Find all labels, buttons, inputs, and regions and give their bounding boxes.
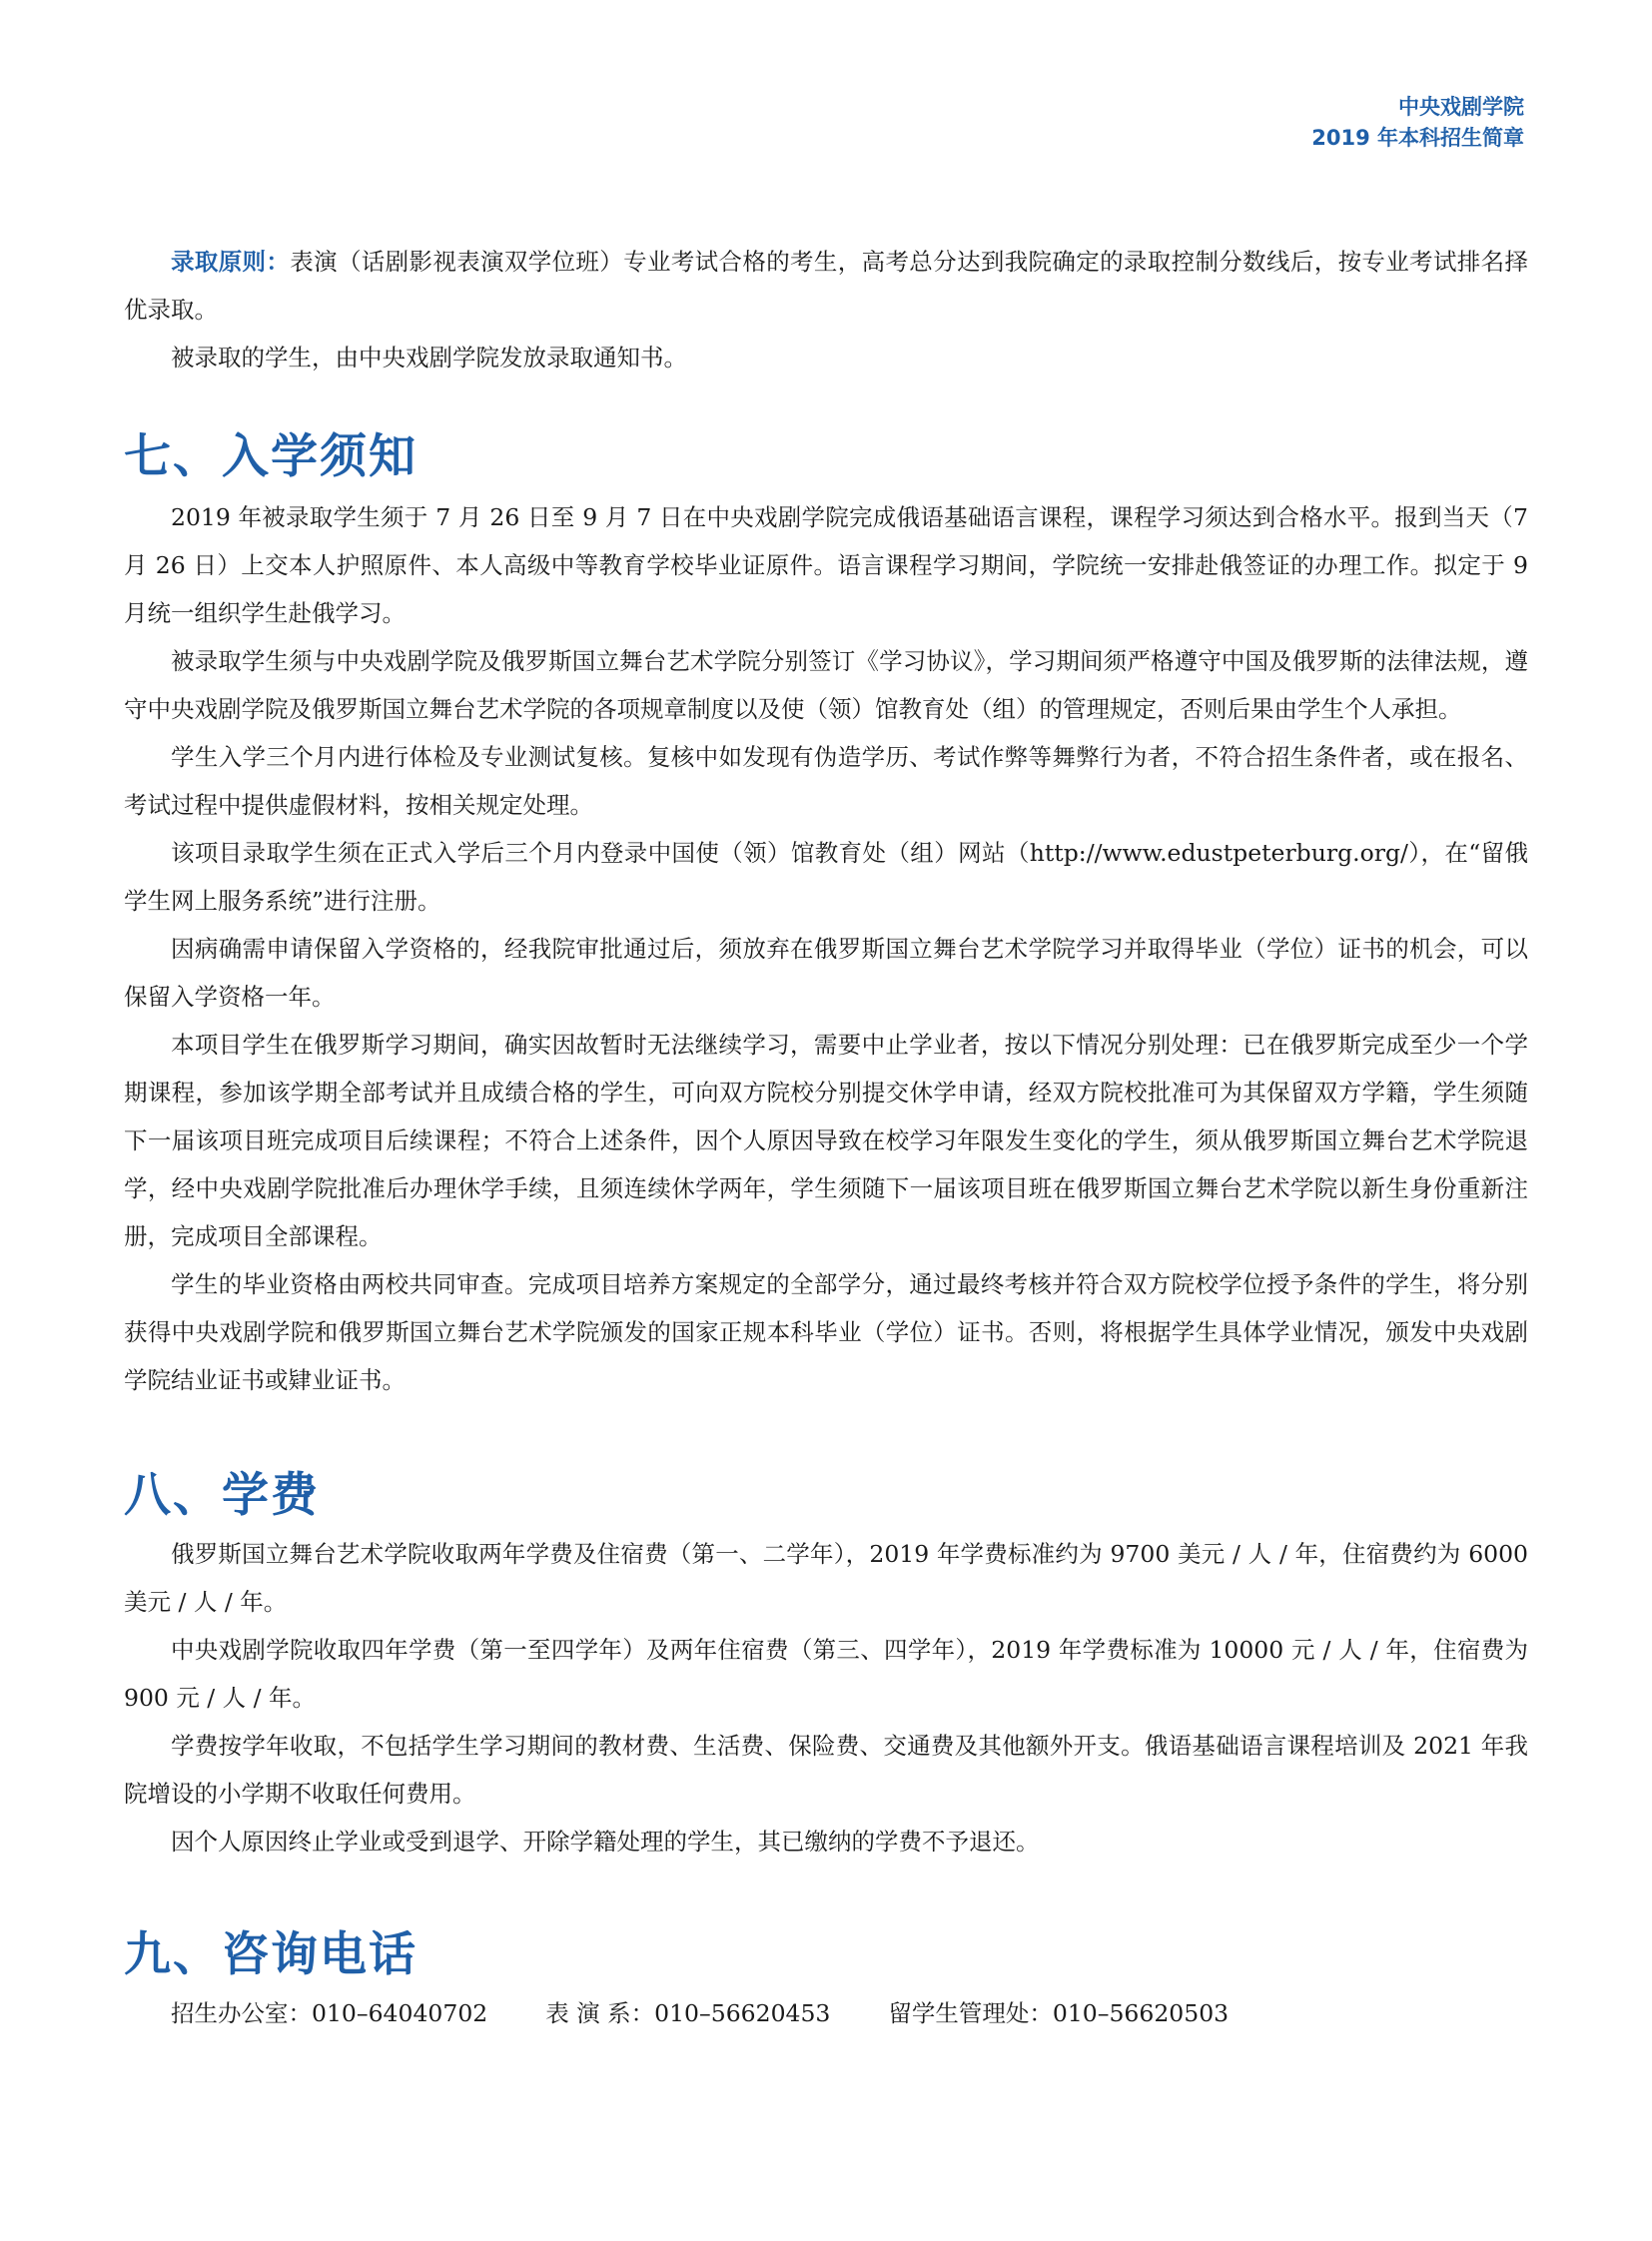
- contact-international-office: 留学生管理处：010–56620503: [888, 1999, 1230, 2027]
- header-school-name: 中央戏剧学院: [1398, 95, 1524, 119]
- section-7-paragraph: 本项目学生在俄罗斯学习期间，确实因故暂时无法继续学习，需要中止学业者，按以下情况分别处理：已在俄罗斯完成至少一个学期课程，参加该学期全部考试并且成绩合格的学生，可向双方院校分别提交休学申请，经双方院校批准可为其保留双方学籍，学生须随下一届该项目班完成项目后续课程；不符合上述条件，因个人原因导致在校学习年限发生变化的学生，须从俄罗斯国立舞台艺术学院退学，经中央戏剧学院批准后办理休学手续，且须连续休学两年，学生须随下一届该项目班在俄罗斯国立舞台艺术学院以新生身份重新注册，完成项目全部课程。: [124, 1031, 1528, 1250]
- contact-acting-department: 表 演 系：010–56620453: [545, 1999, 831, 2027]
- section-7-paragraph: 该项目录取学生须在正式入学后三个月内登录中国使（领）馆教育处（组）网站（http://www.edustpeterburg.org/），在“留俄学生网上服务系统”进行注册。: [124, 839, 1528, 915]
- section-7-paragraph: 学生的毕业资格由两校共同审查。完成项目培养方案规定的全部学分，通过最终考核并符合双方院校学位授予条件的学生，将分别获得中央戏剧学院和俄罗斯国立舞台艺术学院颁发的国家正规本科毕业（学位）证书。否则，将根据学生具体学业情况，颁发中央戏剧学院结业证书或肄业证书。: [124, 1270, 1528, 1394]
- section-7-paragraph: 被录取学生须与中央戏剧学院及俄罗斯国立舞台艺术学院分别签订《学习协议》，学习期间须严格遵守中国及俄罗斯的法律法规，遵守中央戏剧学院及俄罗斯国立舞台艺术学院的各项规章制度以及使（领）馆教育处（组）的管理规定，否则后果由学生个人承担。: [124, 647, 1528, 723]
- admission-principle-paragraph: [124, 238, 1528, 334]
- section-8-paragraph: 因个人原因终止学业或受到退学、开除学籍处理的学生，其已缴纳的学费不予退还。: [171, 1828, 1040, 1856]
- contact-list: [124, 1989, 1528, 2037]
- section-8-paragraph: 中央戏剧学院收取四年学费（第一至四学年）及两年住宿费（第三、四学年），2019 年学费标准为 10000 元 / 人 / 年，住宿费为 900 元 / 人 / 年。: [124, 1636, 1528, 1712]
- section-7-title: 七、入学须知: [124, 429, 417, 484]
- admission-notice-paragraph: 被录取的学生，由中央戏剧学院发放录取通知书。: [171, 344, 687, 372]
- section-7-paragraph: 学生入学三个月内进行体检及专业测试复核。复核中如发现有伪造学历、考试作弊等舞弊行为者，不符合招生条件者，或在报名、考试过程中提供虚假材料，按相关规定处理。: [124, 743, 1528, 819]
- section-7-paragraph: 因病确需申请保留入学资格的，经我院审批通过后，须放弃在俄罗斯国立舞台艺术学院学习并取得毕业（学位）证书的机会，可以保留入学资格一年。: [124, 935, 1528, 1011]
- admission-principle-label: 录取原则：: [171, 248, 291, 276]
- contact-admissions-office: 招生办公室：010–64040702: [171, 1999, 488, 2027]
- header-brochure-title: 2019 年本科招生简章: [1311, 126, 1524, 150]
- admission-principle-text: 表演（话剧影视表演双学位班）专业考试合格的考生，高考总分达到我院确定的录取控制分数线后，按专业考试排名择优录取。: [124, 248, 1529, 324]
- section-8-paragraph: 俄罗斯国立舞台艺术学院收取两年学费及住宿费（第一、二学年），2019 年学费标准约为 9700 美元 / 人 / 年，住宿费约为 6000 美元 / 人 / 年。: [124, 1540, 1528, 1616]
- page-header: [1311, 92, 1524, 154]
- section-8-paragraph: 学费按学年收取，不包括学生学习期间的教材费、生活费、保险费、交通费及其他额外开支。俄语基础语言课程培训及 2021 年我院增设的小学期不收取任何费用。: [124, 1732, 1528, 1808]
- document-body: [124, 238, 1528, 2037]
- section-7-paragraph: 2019 年被录取学生须于 7 月 26 日至 9 月 7 日在中央戏剧学院完成俄语基础语言课程，课程学习须达到合格水平。报到当天（7 月 26 日）上交本人护照原件、本人高级中等教育学校毕业证原件。语言课程学习期间，学院统一安排赴俄签证的办理工作。拟定于 9 月统一组织学生赴俄学习。: [124, 503, 1528, 627]
- section-8-title: 八、学费: [124, 1468, 320, 1523]
- section-9-title: 九、咨询电话: [124, 1927, 417, 1982]
